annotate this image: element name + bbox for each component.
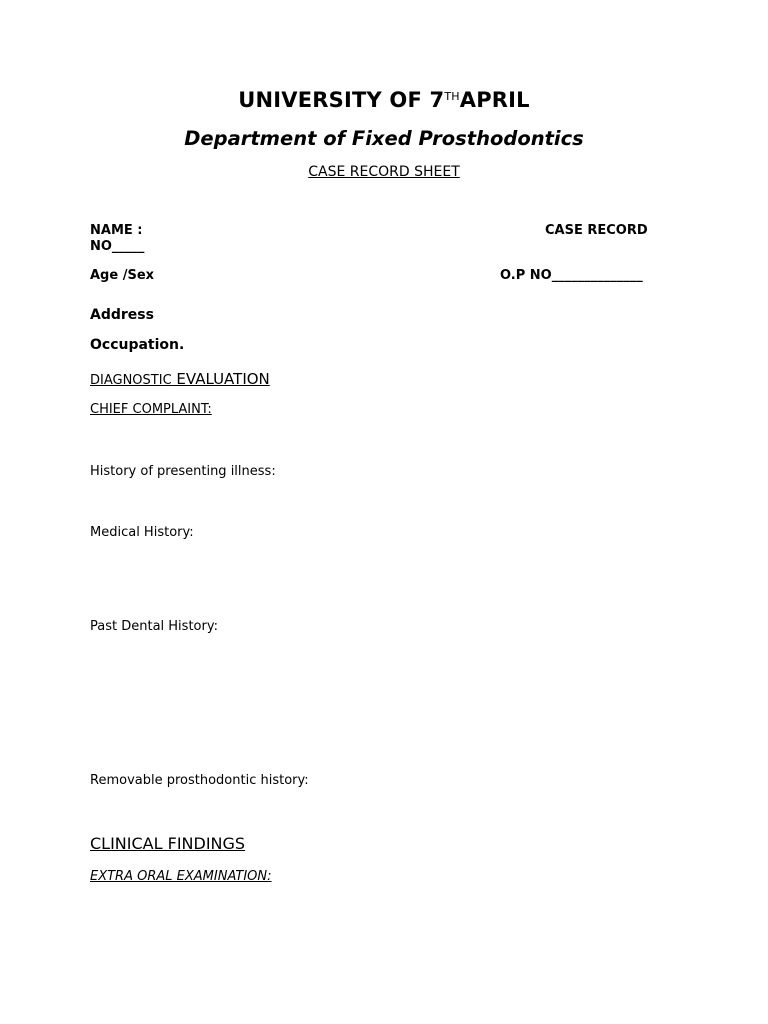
diagnostic-evaluation-heading — [90, 369, 270, 388]
presenting-illness-label: History of presenting illness: — [90, 464, 276, 479]
case-record-no-field: NO_____ — [90, 239, 145, 254]
extra-oral-examination-label: EXTRA ORAL EXAMINATION: — [90, 869, 272, 884]
university-title-superscript: TH — [444, 90, 460, 103]
name-label: NAME : — [90, 223, 143, 238]
occupation-label: Occupation. — [90, 337, 185, 353]
university-title-tail: APRIL — [459, 88, 530, 112]
clinical-findings-heading: CLINICAL FINDINGS — [90, 834, 246, 853]
university-title — [0, 88, 768, 112]
university-title-main: UNIVERSITY OF 7 — [238, 88, 445, 112]
op-no-field: O.P NO______________ — [500, 268, 643, 283]
department-title: Department of Fixed Prosthodontics — [184, 127, 584, 150]
removable-prosthodontic-history-label: Removable prosthodontic history: — [90, 773, 309, 788]
diagnostic-heading-part1: DIAGNOSTIC — [90, 373, 172, 388]
sheet-title: CASE RECORD SHEET — [308, 164, 460, 180]
case-record-label: CASE RECORD — [545, 223, 648, 238]
medical-history-label: Medical History: — [90, 525, 194, 540]
address-label: Address — [90, 307, 154, 323]
past-dental-history-label: Past Dental History: — [90, 619, 218, 634]
diagnostic-heading-part2: EVALUATION — [171, 370, 270, 388]
chief-complaint-label: CHIEF COMPLAINT: — [90, 402, 212, 417]
age-sex-label: Age /Sex — [90, 268, 155, 283]
